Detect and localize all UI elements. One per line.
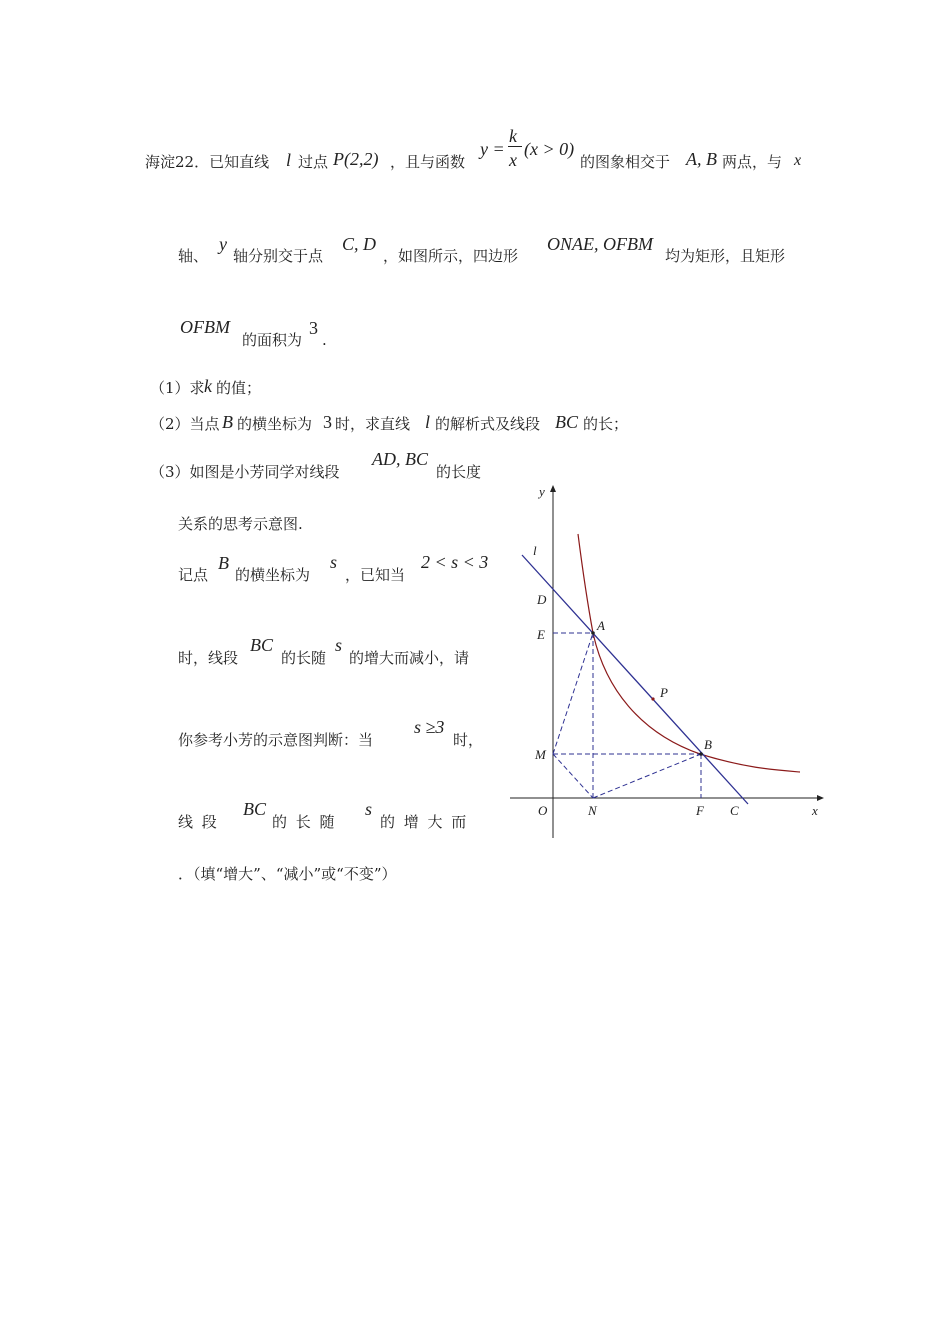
q3-l4-mid: 的长随	[281, 649, 327, 667]
fraction-numerator: k	[509, 126, 517, 146]
graph-text: 的图象相交于	[580, 153, 671, 171]
two-points-text: 两点，与	[722, 153, 783, 171]
question-1-rest: 的值；	[216, 379, 262, 397]
q3-l4-rest: 的增大而减小，请	[349, 649, 470, 667]
axis2-text: 轴分别交于点	[233, 247, 324, 265]
q2-abscissa: 的横坐标为	[237, 415, 313, 433]
line-l	[522, 555, 748, 804]
q2-var-B: B	[222, 412, 233, 432]
q3-l6-mid: 的 长 随	[272, 813, 337, 831]
dash-N-B	[593, 754, 701, 798]
q3-line2: 关系的思考示意图.	[178, 515, 303, 533]
q3-line4: 时，线段	[178, 649, 239, 667]
question-2: （2）当点	[150, 415, 220, 433]
label-F: F	[696, 803, 704, 818]
as-shown-text: ，如图所示，四边形	[383, 247, 519, 265]
label-C: C	[730, 803, 739, 818]
var-y: y	[219, 234, 227, 254]
q3-line5: 你参考小芳的示意图判断：当	[178, 731, 374, 749]
label-D: D	[537, 592, 547, 607]
label-P: P	[660, 685, 668, 700]
dash-M-A	[553, 633, 593, 754]
coordinate-figure	[505, 478, 835, 848]
question-3: （3）如图是小芳同学对线段	[150, 463, 340, 481]
rect-OFBM: OFBM	[180, 317, 230, 337]
passes-point-text: 过点	[298, 153, 329, 171]
q2-rest2: 的解析式及线段	[435, 415, 541, 433]
function-intro: ，且与函数	[390, 153, 466, 171]
points-AB: A, B	[686, 149, 717, 169]
fraction-k-over-x	[508, 126, 522, 170]
q3-line3: 记点	[178, 566, 209, 584]
function-y: y =	[480, 139, 505, 159]
dashed-lines	[553, 633, 701, 798]
q3-l4-s: s	[335, 635, 343, 655]
question-1: （1）求	[150, 379, 205, 397]
fraction-bar	[508, 146, 522, 147]
label-x: x	[812, 803, 818, 818]
label-N: N	[588, 803, 597, 818]
var-l: l	[286, 150, 292, 170]
label-A: A	[597, 618, 605, 633]
dash-M-N	[553, 754, 593, 798]
var-x: x	[794, 152, 802, 169]
q3-inequality-2: s ≥3	[414, 717, 445, 737]
area-text: 的面积为	[242, 331, 303, 349]
function-domain: (x > 0)	[524, 139, 575, 159]
area-period: .	[322, 331, 327, 349]
points-CD: C, D	[342, 234, 377, 254]
q2-var-l: l	[425, 412, 431, 432]
q3-l6-seg: BC	[243, 799, 267, 819]
q2-value: 3	[323, 412, 332, 432]
var-k: k	[204, 376, 212, 396]
label-M: M	[535, 747, 546, 762]
point-P: P(2,2)	[333, 149, 379, 169]
q3-seg-BC: BC	[250, 635, 274, 655]
q3-known: ，已知当	[345, 566, 406, 584]
area-value: 3	[309, 318, 318, 338]
problem-intro: 海淀22．已知直线	[145, 153, 270, 171]
q3-line6: 线 段	[178, 813, 219, 831]
point-P-dot	[651, 697, 654, 700]
q3-l1-rest: 的长度	[436, 463, 482, 481]
q3-var-B: B	[218, 553, 229, 573]
label-E: E	[537, 627, 545, 642]
axis-text: 轴、	[178, 247, 209, 265]
q3-abscissa: 的横坐标为	[235, 566, 311, 584]
label-y: y	[539, 484, 545, 499]
fraction-denominator: x	[509, 150, 517, 170]
q2-seg-BC: BC	[555, 412, 579, 432]
q3-l6-rest: 的 增 大 而	[380, 813, 469, 831]
q3-l5-rest: 时，	[453, 731, 484, 749]
rects-names: ONAE, OFBM	[547, 234, 653, 254]
point-A-dot	[591, 631, 595, 635]
q3-l6-s: s	[365, 799, 373, 819]
label-l: l	[533, 543, 537, 558]
q3-var-s: s	[330, 552, 338, 572]
point-B-dot	[699, 752, 703, 756]
q3-line7: ．（填“增大”、“减小”或“不变”）	[178, 865, 397, 883]
q3-segs: AD, BC	[372, 449, 428, 469]
label-B: B	[704, 737, 712, 752]
both-rect-text: 均为矩形，且矩形	[665, 247, 786, 265]
q2-rest3: 的长；	[583, 415, 629, 433]
q2-rest: 时，求直线	[335, 415, 411, 433]
label-O: O	[538, 803, 548, 818]
q3-inequality-1: 2 < s < 3	[421, 552, 489, 572]
